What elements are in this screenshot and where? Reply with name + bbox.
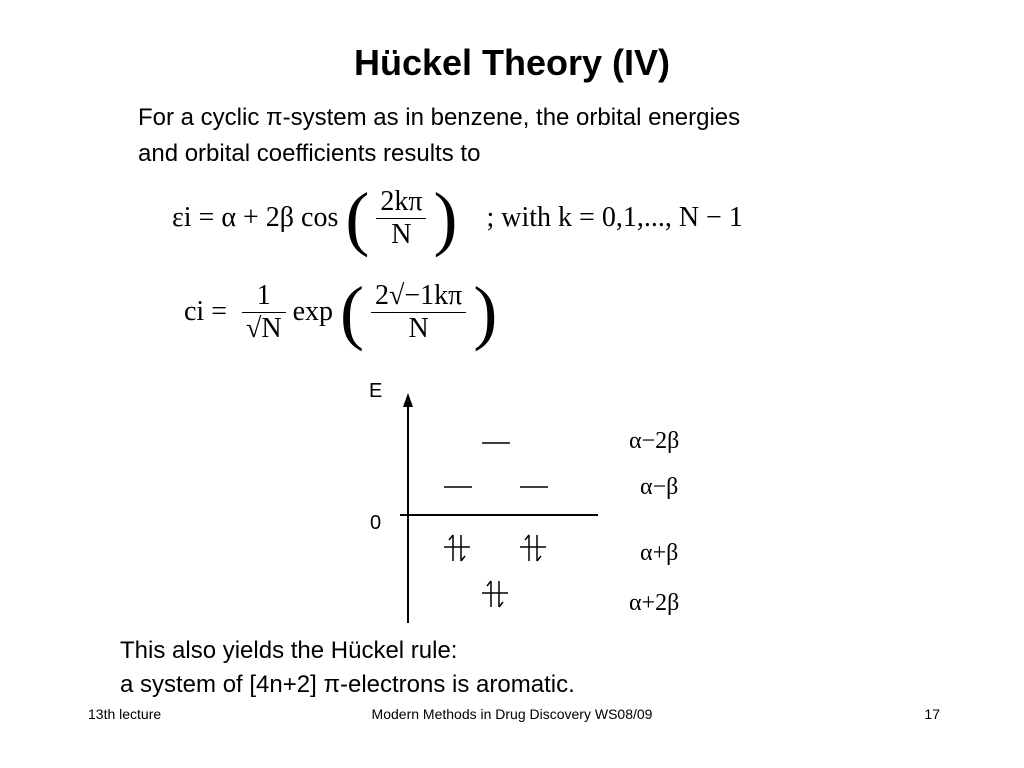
rule-line-2: a system of [4n+2] π-electrons is aromatic. bbox=[120, 671, 575, 698]
energy-numerator: 2kπ bbox=[376, 186, 426, 219]
energy-denominator: N bbox=[391, 218, 412, 250]
coefficient-fraction bbox=[371, 280, 466, 345]
zero-label: 0 bbox=[370, 512, 382, 534]
energy-condition: ; with k = 0,1,..., N − 1 bbox=[486, 202, 743, 233]
prefactor-denominator: √N bbox=[246, 312, 282, 344]
energy-equation-lhs: εi = α + 2β cos bbox=[172, 202, 339, 233]
footer-course: Modern Methods in Drug Discovery WS08/09 bbox=[371, 706, 653, 722]
right-paren: ) bbox=[473, 272, 498, 352]
level-a-plus-2b bbox=[482, 581, 508, 607]
intro-line-2: and orbital coefficients results to bbox=[138, 140, 481, 167]
coefficient-prefactor bbox=[242, 280, 286, 345]
slide-title: Hückel Theory (IV) bbox=[353, 42, 671, 83]
intro-line-1: For a cyclic π-system as in benzene, the orbital energies bbox=[138, 104, 741, 131]
prefactor-numerator: 1 bbox=[242, 280, 286, 313]
axis-label-e: E bbox=[369, 380, 383, 402]
level-a-plus-b-2 bbox=[520, 535, 546, 561]
right-paren: ) bbox=[433, 178, 458, 258]
exp-function: exp bbox=[292, 296, 334, 327]
label-a-plus-b: α+β bbox=[640, 540, 679, 566]
energy-fraction bbox=[376, 186, 426, 251]
coefficient-equation bbox=[184, 272, 498, 364]
rule-line-1: This also yields the Hückel rule: bbox=[120, 637, 458, 664]
left-paren: ( bbox=[340, 272, 365, 352]
left-paren: ( bbox=[345, 178, 370, 258]
coefficient-numerator: 2√−1kπ bbox=[371, 280, 466, 313]
coefficient-lhs: ci = bbox=[184, 296, 227, 327]
intro-text bbox=[138, 100, 898, 172]
energy-equation bbox=[172, 178, 743, 262]
footer-lecture: 13th lecture bbox=[88, 706, 162, 722]
coefficient-denominator: N bbox=[408, 312, 429, 344]
level-a-plus-b-1 bbox=[444, 535, 470, 561]
footer-page-number: 17 bbox=[924, 706, 940, 722]
label-a-minus-b: α−β bbox=[640, 474, 679, 500]
label-a-plus-2b: α+2β bbox=[629, 590, 680, 616]
huckel-rule bbox=[120, 634, 820, 702]
label-a-minus-2b: α−2β bbox=[629, 428, 680, 454]
axis-arrow-icon bbox=[403, 393, 413, 407]
